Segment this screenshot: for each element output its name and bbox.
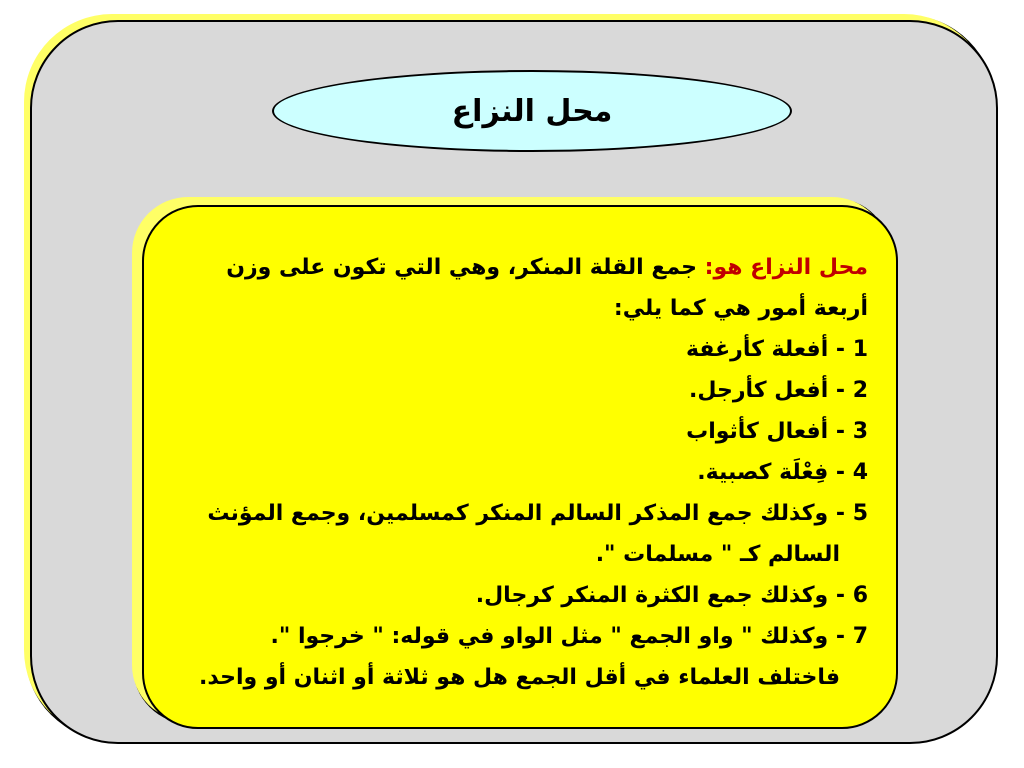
page-title: محل النزاع (451, 93, 613, 129)
list-item: 6 - وكذلك جمع الكثرة المنكر كرجال. (475, 583, 868, 608)
definition-text: جمع القلة المنكر، وهي التي تكون على وزن (226, 255, 705, 280)
definition-label: محل النزاع هو: (704, 255, 868, 280)
title-ellipse (272, 70, 792, 152)
list-item: 7 - وكذلك " واو الجمع " مثل الواو في قوله: " خرجوا ". (270, 624, 868, 649)
conclusion-line: فاختلف العلماء في أقل الجمع هل هو ثلاثة أو اثنان أو واحد. (199, 665, 840, 690)
list-item: 4 - فِعْلَة كصبية. (697, 460, 868, 485)
content-box (142, 205, 898, 729)
definition-line (158, 247, 868, 288)
list-item: 3 - أفعال كأثواب (686, 419, 868, 444)
list-item: 1 - أفعلة كأرغفة (685, 337, 868, 362)
list-item: 2 - أفعل كأرجل. (689, 378, 868, 403)
list-item-continuation: السالم كـ " مسلمات ". (595, 542, 840, 567)
list-item: 5 - وكذلك جمع المذكر السالم المنكر كمسلمين، وجمع المؤنث (207, 501, 868, 526)
content-text (158, 247, 868, 698)
definition-continuation: أربعة أمور هي كما يلي: (613, 296, 868, 321)
